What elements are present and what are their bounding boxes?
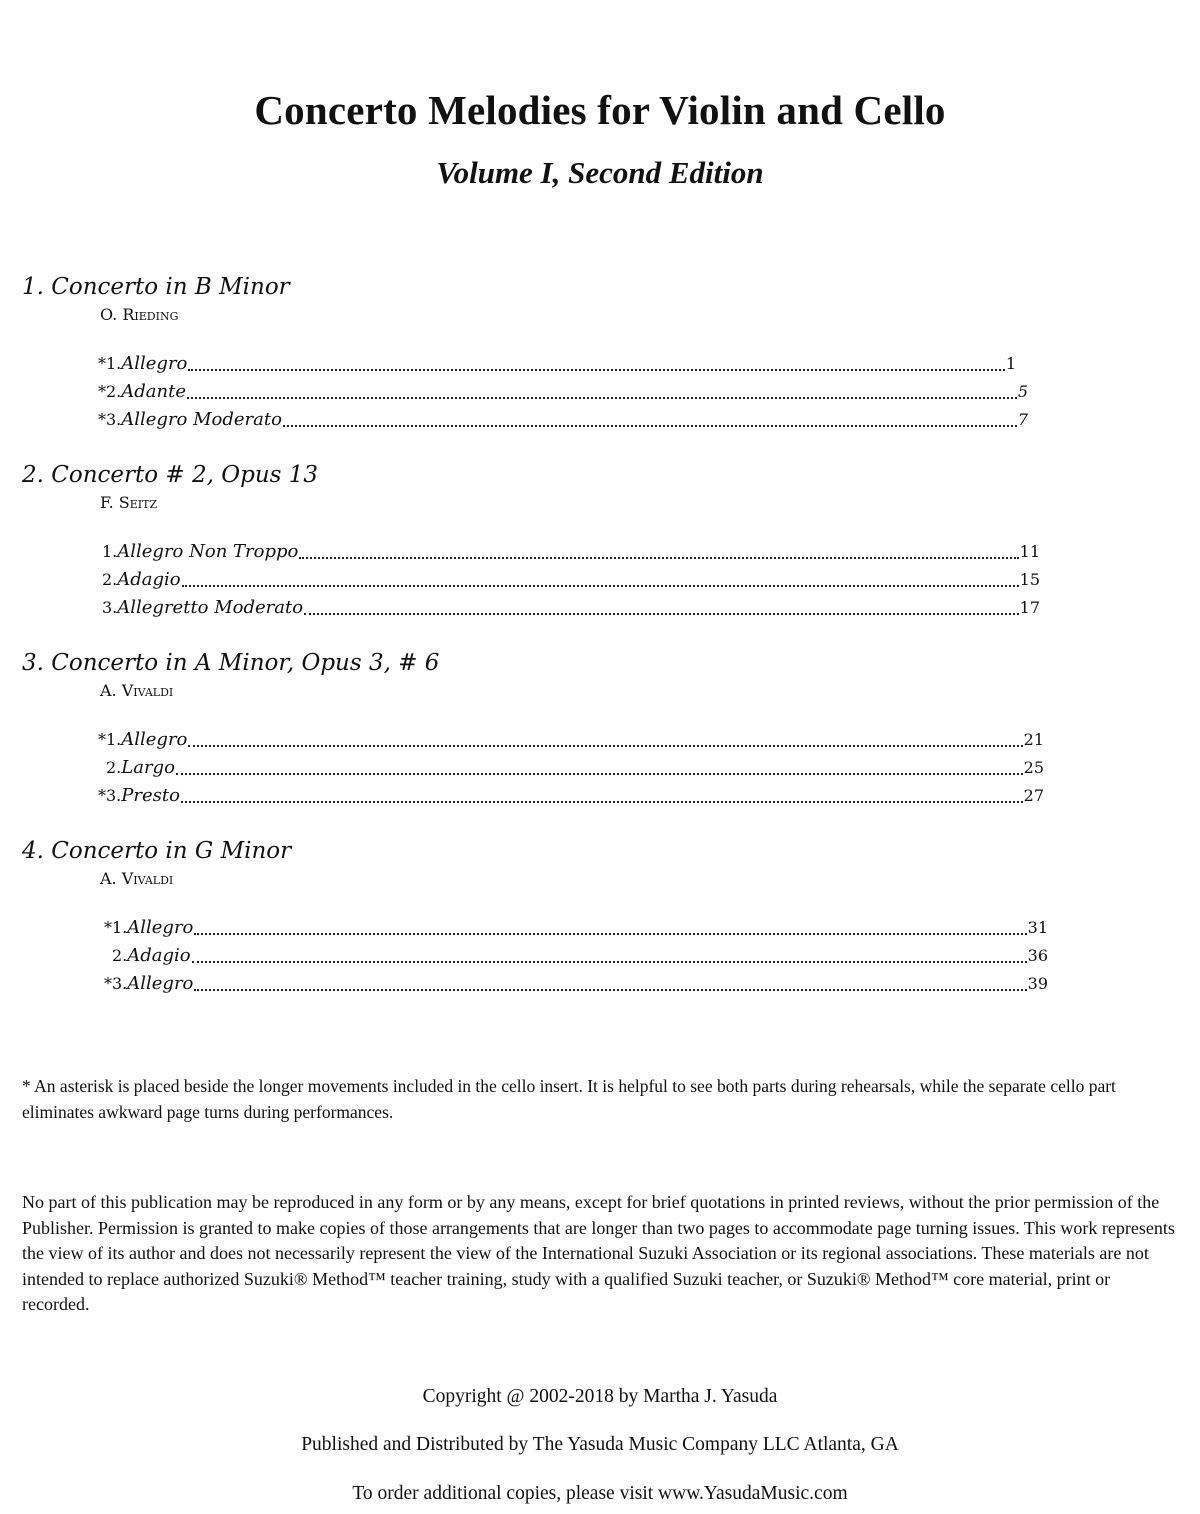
composer-name: F. Seitz — [100, 493, 158, 512]
composer-name: A. Vivaldi — [100, 869, 174, 888]
composer-name: A. Vivaldi — [100, 681, 174, 700]
toc-entry[interactable] — [98, 378, 1028, 406]
toc-entry[interactable] — [98, 406, 1028, 434]
legal-notice: No part of this publication may be reproduced in any form or by any means, except for brief quotations in printed reviews, without the prior permission of the Publisher. Permission is granted to make copies of those arrangements that are longer than two pages to accommodate page turning issues. This work represents the view of its author and does not necessarily represent the view of the International Suzuki Association or its regional associations. These materials are not intended to replace authorized Suzuki® Method™ teacher training, study with a qualified Suzuki teacher, or Suzuki® Method™ core material, print or recorded. — [22, 1192, 1175, 1314]
movement-name: Largo — [121, 757, 175, 778]
toc-entry[interactable] — [102, 566, 1040, 594]
page-number: 11 — [1019, 542, 1040, 561]
dot-leader — [194, 988, 1026, 991]
composer-name: O. Rieding — [100, 305, 179, 324]
movement-name: Adagio — [117, 569, 181, 590]
order-info-line: To order additional copies, please visit www.YasudaMusic.com — [352, 1483, 848, 1504]
toc-entry[interactable] — [98, 350, 1016, 378]
document-title: Concerto Melodies for Violin and Cello — [254, 87, 946, 133]
publisher-line: Published and Distributed by The Yasuda Music Company LLC Atlanta, GA — [301, 1434, 899, 1455]
page-number: 39 — [1027, 974, 1048, 993]
movement-number: *1. — [104, 918, 128, 937]
dot-leader — [192, 960, 1027, 963]
copyright-line: Copyright @ 2002-2018 by Martha J. Yasuda — [422, 1386, 778, 1407]
movement-number: *1. — [98, 354, 122, 373]
movement-list — [98, 726, 1052, 810]
movement-name: Adante — [121, 381, 186, 402]
movement-name: Adagio — [127, 945, 191, 966]
toc-section-4 — [22, 836, 1052, 998]
toc-entry[interactable] — [102, 594, 1040, 622]
page-number: 21 — [1023, 730, 1044, 749]
page-number: 27 — [1023, 786, 1044, 805]
section-heading: 4. Concerto in G Minor — [22, 838, 292, 864]
movement-number: *3. — [98, 410, 122, 429]
document-subtitle: Volume I, Second Edition — [436, 155, 764, 190]
toc-entry[interactable] — [98, 726, 1044, 754]
movement-number: *2. — [98, 382, 122, 401]
page-number: 31 — [1027, 918, 1048, 937]
dot-leader — [181, 800, 1023, 803]
dot-leader — [194, 932, 1026, 935]
movement-list — [98, 350, 1034, 434]
toc-section-3 — [22, 648, 1052, 810]
movement-number: 3. — [102, 598, 118, 617]
movement-name: Allegro — [127, 917, 194, 938]
page-number: 1 — [1005, 354, 1016, 373]
page-number: 36 — [1027, 946, 1048, 965]
movement-name: Allegro — [121, 729, 188, 750]
asterisk-footnote: * An asterisk is placed beside the longer movements included in the cello insert. It is helpful to see both parts during rehearsals, while the separate cello part eliminates awkward page turns during performances. — [22, 1076, 1116, 1122]
movement-number: 2. — [102, 570, 118, 589]
dot-leader — [299, 556, 1018, 559]
dot-leader — [187, 396, 1017, 399]
dot-leader — [188, 368, 1004, 371]
page-number: 7 — [1017, 410, 1028, 429]
page-number: 17 — [1019, 598, 1040, 617]
toc-entry[interactable] — [102, 538, 1040, 566]
page-number: 25 — [1023, 758, 1044, 777]
movement-list — [104, 914, 1052, 998]
page-number: 5 — [1017, 382, 1028, 401]
movement-list — [102, 538, 1052, 622]
dot-leader — [182, 584, 1019, 587]
section-heading: 2. Concerto # 2, Opus 13 — [22, 462, 319, 488]
toc-entry[interactable] — [104, 914, 1048, 942]
dot-leader — [188, 744, 1022, 747]
section-heading: 3. Concerto in A Minor, Opus 3, # 6 — [22, 650, 440, 676]
movement-number: 2. — [106, 758, 122, 777]
movement-name: Allegro — [121, 353, 188, 374]
movement-name: Allegro Non Troppo — [117, 541, 299, 562]
movement-number: *1. — [98, 730, 122, 749]
toc-entry[interactable] — [98, 754, 1044, 782]
page-number: 15 — [1019, 570, 1040, 589]
toc-section-2 — [22, 460, 1052, 622]
movement-number: *3. — [104, 974, 128, 993]
movement-number: *3. — [98, 786, 122, 805]
toc-entry[interactable] — [104, 970, 1048, 998]
dot-leader — [304, 612, 1019, 615]
dot-leader — [176, 772, 1023, 775]
movement-name: Presto — [121, 785, 180, 806]
dot-leader — [283, 424, 1017, 427]
movement-name: Allegro Moderato — [121, 409, 282, 430]
toc-entry[interactable] — [104, 942, 1048, 970]
toc-section-1 — [22, 272, 1034, 434]
movement-name: Allegro — [127, 973, 194, 994]
toc-entry[interactable] — [98, 782, 1044, 810]
movement-name: Allegretto Moderato — [117, 597, 304, 618]
section-heading: 1. Concerto in B Minor — [22, 274, 290, 300]
movement-number: 2. — [112, 946, 128, 965]
movement-number: 1. — [102, 542, 118, 561]
